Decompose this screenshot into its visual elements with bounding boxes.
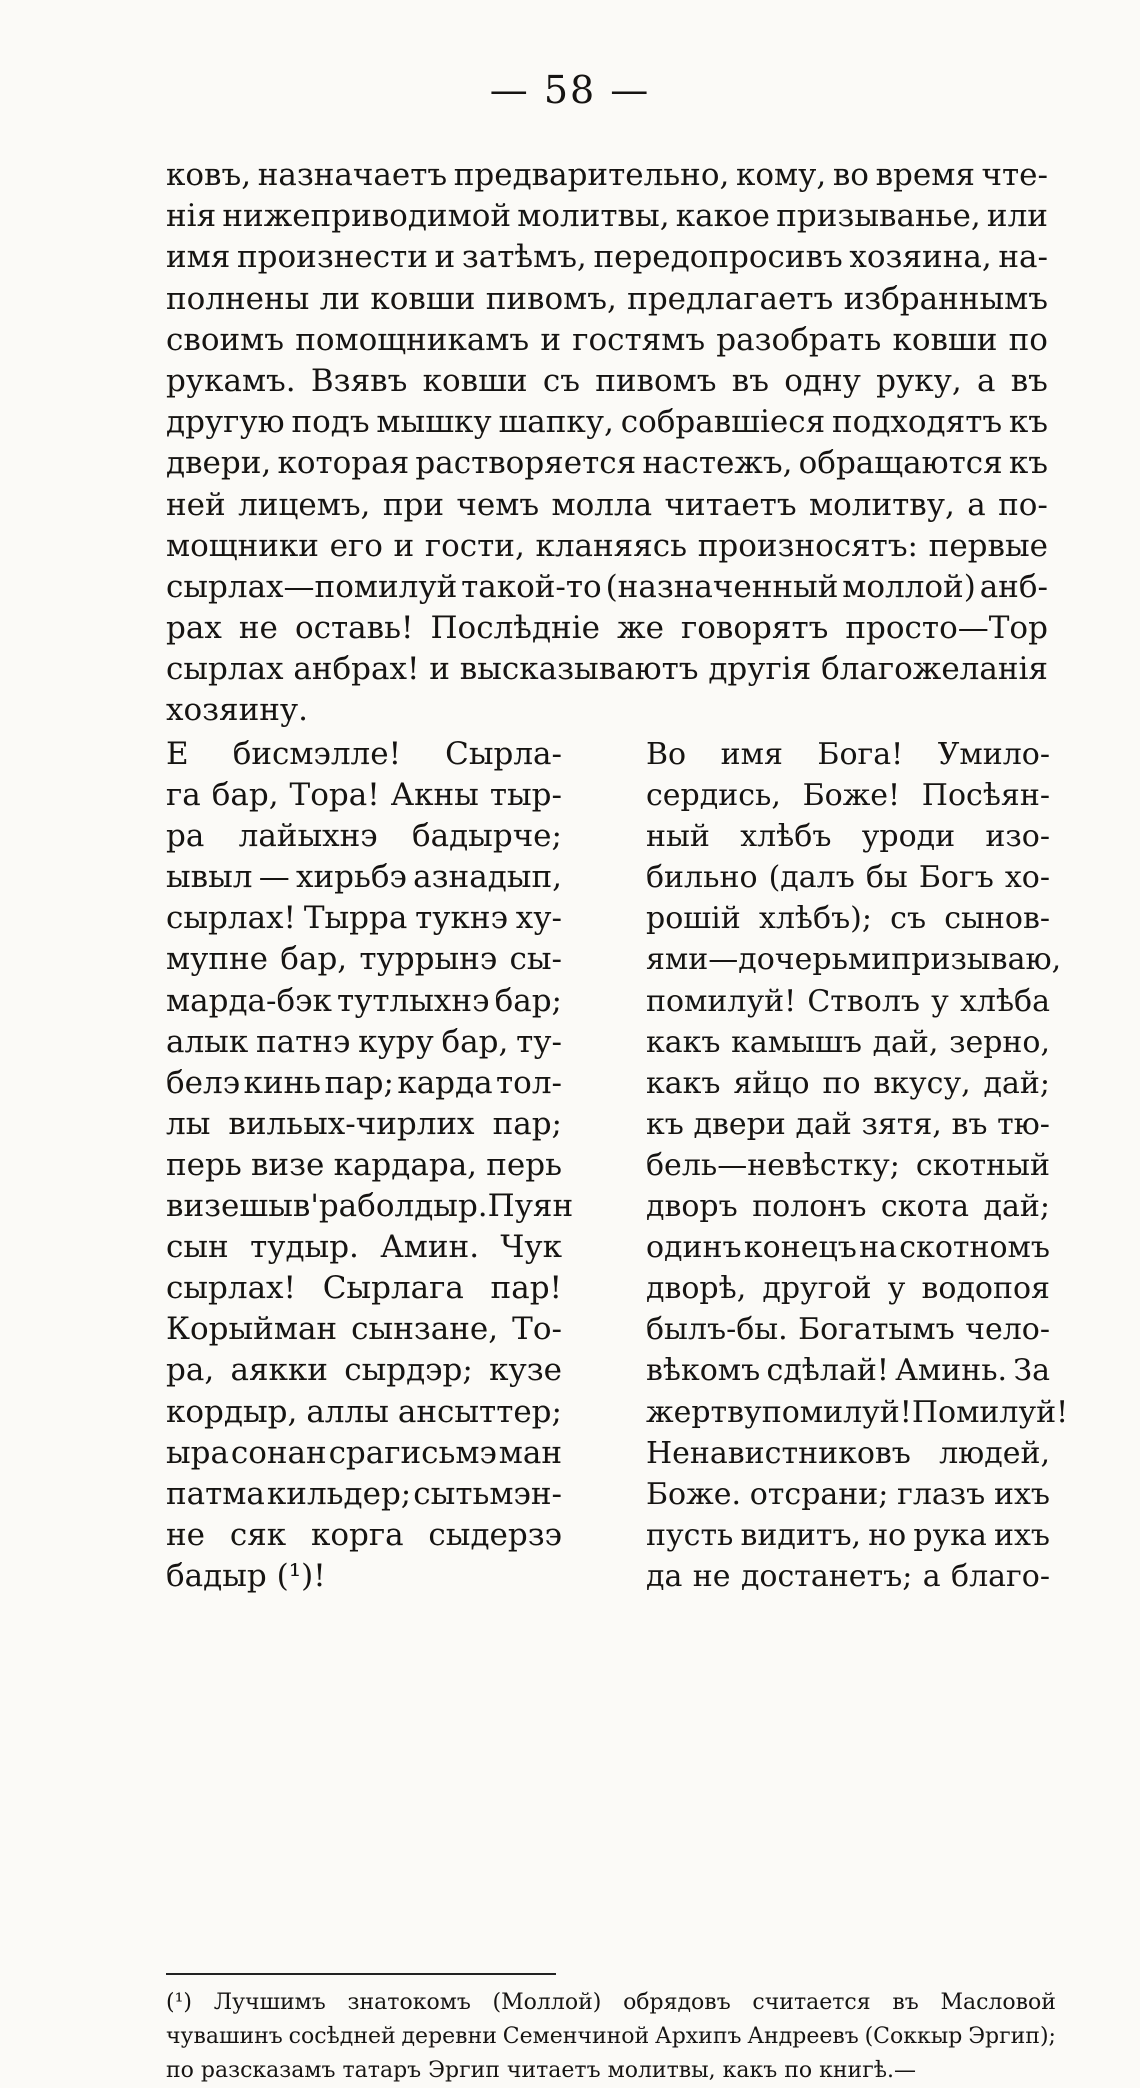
- text-line: полнены ли ковши пивомъ, предлагаетъ избраннымъ: [166, 280, 1048, 317]
- intro-paragraph: [166, 155, 1048, 732]
- page-number: — 58 —: [489, 68, 651, 112]
- text-line: одинъ конецъ на скотномъ: [646, 1230, 1050, 1266]
- text-line: Во имя Бога! Умило-: [646, 737, 1050, 772]
- text-line: сырлах! Тырра тукнэ ху-: [166, 900, 562, 937]
- text-line: ковъ, назначаетъ предварительно, кому, во время чте-: [166, 157, 1048, 193]
- chuvash-prayer-column: [166, 734, 574, 1597]
- russian-translation-column: [646, 734, 1069, 1597]
- text-line: не сяк корга сыдерзэ: [166, 1516, 562, 1553]
- text-line: хозяину.: [166, 692, 309, 729]
- text-line: бильно (далъ бы Богъ хо-: [646, 860, 1050, 896]
- text-line: ыра сонан срагисьмэ ман: [166, 1434, 562, 1471]
- text-line: ра, аякки сырдэр; кузе: [166, 1352, 562, 1389]
- text-line: ывыл — хирьбэ азнадып,: [166, 859, 562, 896]
- text-line: кордыр, аллы ансыттер;: [166, 1393, 562, 1430]
- text-line: ра лайыхнэ бадырче;: [166, 818, 562, 855]
- text-line: бель—невѣстку; скотный: [646, 1147, 1050, 1183]
- footnote-divider: [166, 1973, 556, 1975]
- text-line: нія нижеприводимой молитвы, какое призыванье, или: [166, 198, 1048, 235]
- text-line: другую подъ мышку шапку, собравшіеся подходятъ къ: [166, 404, 1048, 441]
- text-line: сырлах—помилуй такой-то (назначенный моллой) анб-: [166, 568, 1048, 605]
- text-line: рошій хлѣбъ); съ сынов-: [646, 901, 1050, 937]
- text-line: двери, которая растворяется настежъ, обращаются къ: [166, 445, 1048, 482]
- text-line: дворѣ, другой у водопоя: [646, 1271, 1050, 1307]
- text-line: сырлах! Сырлага пар!: [166, 1270, 562, 1307]
- text-line: Ненавистниковъ людей,: [646, 1435, 1050, 1471]
- text-line: лы вильых-чирлих пар;: [166, 1105, 562, 1142]
- text-line: марда-бэк тутлыхнэ бар;: [166, 982, 562, 1019]
- footnote: [166, 1986, 1056, 2088]
- footnote-line: по разсказамъ татаръ Эргип читаетъ молитвы, какъ по книгѣ.—: [166, 2058, 917, 2083]
- text-line: сердись, Боже! Посѣян-: [646, 778, 1050, 814]
- text-line: жертву помилуй! Помилуй!: [646, 1394, 1069, 1430]
- text-line: своимъ помощникамъ и гостямъ разобрать ковши по: [166, 321, 1048, 358]
- text-line: имя произнести и затѣмъ, передопросивъ хозяина, на-: [166, 239, 1048, 276]
- text-line: перь визе кардара, перь: [166, 1146, 562, 1183]
- text-line: сырлах анбрах! и высказываютъ другія благожеланія: [166, 651, 1048, 688]
- text-line: къ двери дай зятя, въ тю-: [646, 1106, 1050, 1142]
- text-line: рах не оставь! Послѣдніе же говорятъ просто—Тор: [166, 610, 1048, 647]
- text-line: рукамъ. Взявъ ковши съ пивомъ въ одну руку, а въ: [166, 362, 1048, 399]
- text-line: сын тудыр. Амин. Чук: [166, 1229, 562, 1266]
- text-line: помилуй! Стволъ у хлѣба: [646, 983, 1050, 1019]
- text-line: ней лицемъ, при чемъ молла читаетъ молитву, а по-: [166, 486, 1048, 523]
- text-line: мупне бар, туррынэ сы-: [166, 941, 562, 978]
- text-line: Корыйман сынзане, То-: [166, 1311, 562, 1348]
- footnote-line: чувашинъ сосѣдней деревни Семенчиной Архипъ Андреевъ (Соккыр Эргип);: [166, 2024, 1056, 2049]
- text-line: патма кильдер; сытьмэн-: [166, 1475, 562, 1512]
- text-line: мощники его и гости, кланяясь произносятъ: первые: [166, 527, 1048, 564]
- text-line: ями—дочерьми призываю,: [646, 942, 1062, 978]
- text-line: белэ кинь пар; карда тол-: [166, 1064, 562, 1101]
- text-line: вѣкомъ сдѣлай! Аминь. За: [646, 1353, 1050, 1389]
- text-line: Е бисмэлле! Сырла-: [166, 736, 562, 772]
- text-line: ный хлѣбъ уроди изо-: [646, 819, 1050, 855]
- text-line: алык патнэ куру бар, ту-: [166, 1023, 562, 1060]
- text-line: какъ яйцо по вкусу, дай;: [646, 1065, 1050, 1101]
- text-line: дворъ полонъ скота дай;: [646, 1189, 1050, 1225]
- text-line: бадыр (¹)!: [166, 1557, 326, 1594]
- text-line: пусть видитъ, но рука ихъ: [646, 1517, 1050, 1553]
- text-line: Боже. отсрани; глазъ ихъ: [646, 1476, 1050, 1512]
- text-line: га бар, Тора! Акны тыр-: [166, 777, 562, 814]
- text-line: да не достанетъ; а благо-: [646, 1558, 1050, 1594]
- text-line: какъ камышъ дай, зерно,: [646, 1024, 1050, 1060]
- text-line: былъ-бы. Богатымъ чело-: [646, 1312, 1050, 1348]
- footnote-line: (¹) Лучшимъ знатокомъ (Моллой) обрядовъ считается въ Масловой: [166, 1990, 1056, 2015]
- text-line: визе шыв'ра болдыр. Пуян: [166, 1188, 574, 1225]
- two-column-prayer: [166, 734, 1069, 1974]
